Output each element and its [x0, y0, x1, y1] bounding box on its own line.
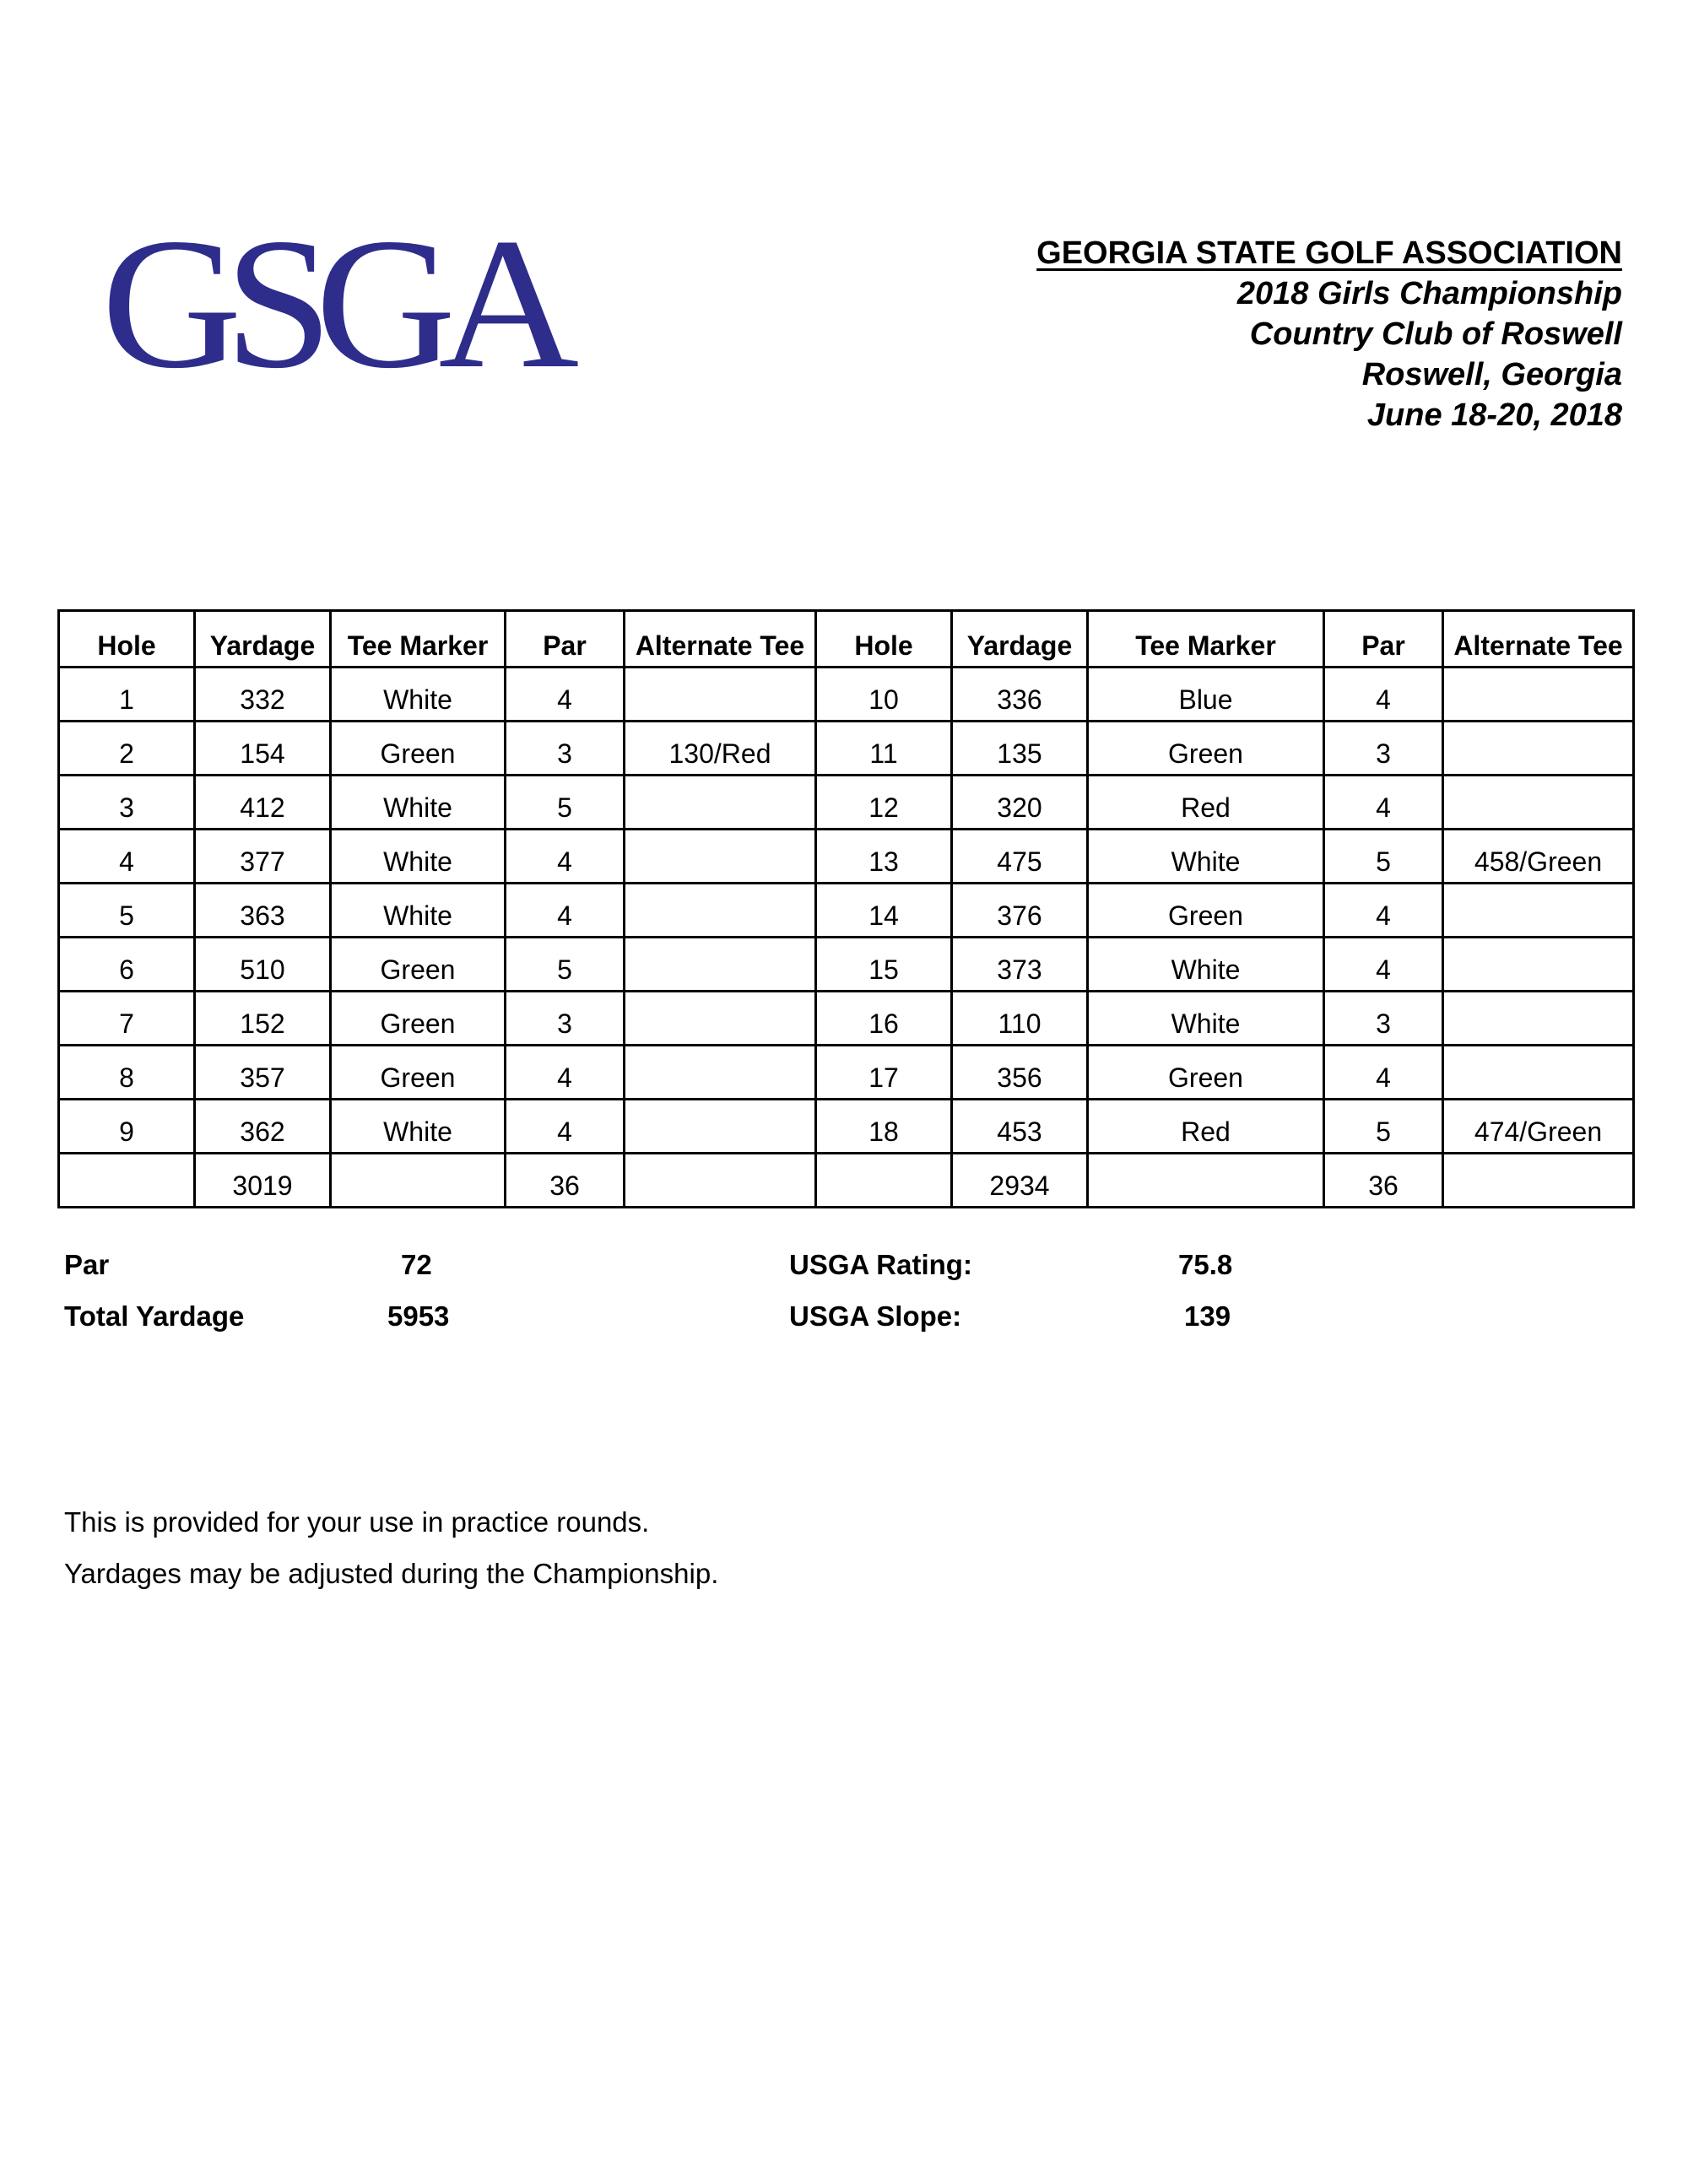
table-row	[59, 938, 1634, 992]
table-cell: 110	[952, 992, 1088, 1046]
practice-note: This is provided for your use in practice rounds.	[64, 1506, 650, 1538]
table-row	[59, 884, 1634, 938]
table-cell: 13	[816, 830, 952, 884]
table-cell: White	[331, 884, 506, 938]
table-cell: 412	[195, 776, 331, 830]
table-cell: 4	[506, 830, 625, 884]
table-cell	[625, 1046, 816, 1100]
column-header: Alternate Tee	[625, 611, 816, 668]
totals-cell	[1088, 1154, 1324, 1208]
table-cell: 320	[952, 776, 1088, 830]
usga-slope-label: USGA Slope:	[789, 1300, 962, 1332]
table-cell: 3	[506, 722, 625, 776]
table-cell: 4	[1324, 776, 1443, 830]
table-cell: White	[1088, 830, 1324, 884]
table-cell: 474/Green	[1443, 1100, 1634, 1154]
table-cell: 3	[1324, 722, 1443, 776]
table-header-row	[59, 611, 1634, 668]
usga-slope-value: 139	[1184, 1300, 1231, 1332]
table-cell	[1443, 722, 1634, 776]
table-cell: 510	[195, 938, 331, 992]
column-header: Yardage	[952, 611, 1088, 668]
totals-cell	[331, 1154, 506, 1208]
table-cell	[625, 938, 816, 992]
column-header: Tee Marker	[1088, 611, 1324, 668]
table-cell: 5	[506, 776, 625, 830]
totals-cell	[1443, 1154, 1634, 1208]
table-cell: 12	[816, 776, 952, 830]
table-cell: 17	[816, 1046, 952, 1100]
table-cell: 4	[506, 884, 625, 938]
table-cell: White	[331, 1100, 506, 1154]
table-cell: 135	[952, 722, 1088, 776]
table-cell	[1443, 992, 1634, 1046]
table-cell: 4	[506, 668, 625, 722]
column-header: Alternate Tee	[1443, 611, 1634, 668]
table-cell: 458/Green	[1443, 830, 1634, 884]
table-cell: 4	[1324, 668, 1443, 722]
table-cell: 3	[59, 776, 195, 830]
table-cell: 152	[195, 992, 331, 1046]
column-header: Tee Marker	[331, 611, 506, 668]
table-cell: 16	[816, 992, 952, 1046]
venue-name: Country Club of Roswell	[1249, 316, 1622, 352]
total-yardage-label: Total Yardage	[64, 1300, 245, 1332]
table-cell: White	[1088, 992, 1324, 1046]
table-row	[59, 668, 1634, 722]
table-cell: 9	[59, 1100, 195, 1154]
table-cell: 5	[506, 938, 625, 992]
table-cell	[625, 884, 816, 938]
table-cell	[1443, 776, 1634, 830]
totals-cell: 36	[506, 1154, 625, 1208]
table-cell	[1443, 1046, 1634, 1100]
column-header: Par	[1324, 611, 1443, 668]
table-cell: Green	[331, 992, 506, 1046]
table-row	[59, 776, 1634, 830]
table-cell	[625, 776, 816, 830]
usga-rating-label: USGA Rating:	[789, 1249, 972, 1280]
table-row	[59, 1100, 1634, 1154]
table-cell: 373	[952, 938, 1088, 992]
table-cell: Green	[331, 1046, 506, 1100]
par-label: Par	[64, 1249, 110, 1280]
totals-cell: 36	[1324, 1154, 1443, 1208]
table-cell: 336	[952, 668, 1088, 722]
table-cell: 4	[1324, 1046, 1443, 1100]
event-name: 2018 Girls Championship	[1236, 276, 1622, 311]
table-row	[59, 722, 1634, 776]
table-cell: 1	[59, 668, 195, 722]
column-header: Yardage	[195, 611, 331, 668]
table-cell: 362	[195, 1100, 331, 1154]
table-cell: 5	[1324, 830, 1443, 884]
table-cell	[625, 668, 816, 722]
table-cell: 475	[952, 830, 1088, 884]
par-value: 72	[401, 1249, 432, 1280]
table-cell: 4	[1324, 884, 1443, 938]
event-dates: June 18-20, 2018	[1366, 397, 1622, 433]
table-cell: 332	[195, 668, 331, 722]
table-cell: Red	[1088, 776, 1324, 830]
table-cell: 377	[195, 830, 331, 884]
document-header	[863, 233, 1622, 435]
total-yardage-value: 5953	[387, 1300, 450, 1332]
table-cell: 14	[816, 884, 952, 938]
table-cell: Green	[331, 722, 506, 776]
table-cell: 7	[59, 992, 195, 1046]
table-cell: White	[1088, 938, 1324, 992]
table-cell: Green	[1088, 1046, 1324, 1100]
table-cell: White	[331, 668, 506, 722]
table-cell	[625, 830, 816, 884]
table-cell: 3	[1324, 992, 1443, 1046]
yardage-note: Yardages may be adjusted during the Championship.	[64, 1558, 719, 1589]
totals-row	[59, 1154, 1634, 1208]
totals-cell	[625, 1154, 816, 1208]
table-cell: 5	[59, 884, 195, 938]
table-cell	[1443, 938, 1634, 992]
table-cell: 15	[816, 938, 952, 992]
totals-cell: 2934	[952, 1154, 1088, 1208]
table-cell	[1443, 884, 1634, 938]
column-header: Hole	[816, 611, 952, 668]
table-cell: 2	[59, 722, 195, 776]
table-cell: 453	[952, 1100, 1088, 1154]
table-cell: 154	[195, 722, 331, 776]
totals-cell: 3019	[195, 1154, 331, 1208]
table-cell	[625, 1100, 816, 1154]
column-header: Par	[506, 611, 625, 668]
table-cell: Green	[331, 938, 506, 992]
table-cell: 5	[1324, 1100, 1443, 1154]
column-header: Hole	[59, 611, 195, 668]
table-cell: Green	[1088, 884, 1324, 938]
table-cell: 10	[816, 668, 952, 722]
table-row	[59, 1046, 1634, 1100]
table-row	[59, 830, 1634, 884]
table-cell: White	[331, 830, 506, 884]
table-cell: White	[331, 776, 506, 830]
table-row	[59, 992, 1634, 1046]
event-location: Roswell, Georgia	[1361, 357, 1622, 392]
gsga-logo: GSGA	[101, 200, 562, 408]
table-cell: 130/Red	[625, 722, 816, 776]
table-cell: 363	[195, 884, 331, 938]
table-cell: Green	[1088, 722, 1324, 776]
table-cell: Blue	[1088, 668, 1324, 722]
table-cell: 357	[195, 1046, 331, 1100]
table-cell: 4	[506, 1100, 625, 1154]
table-cell	[625, 992, 816, 1046]
table-cell: 3	[506, 992, 625, 1046]
table-cell: 4	[506, 1046, 625, 1100]
table-cell: 376	[952, 884, 1088, 938]
table-cell: 4	[1324, 938, 1443, 992]
table-cell: 6	[59, 938, 195, 992]
totals-cell	[59, 1154, 195, 1208]
scorecard-table	[57, 609, 1635, 1208]
usga-rating-value: 75.8	[1178, 1249, 1233, 1280]
table-cell: 18	[816, 1100, 952, 1154]
table-cell: 11	[816, 722, 952, 776]
table-cell: 4	[59, 830, 195, 884]
organization-title: GEORGIA STATE GOLF ASSOCIATION	[1036, 235, 1622, 271]
totals-cell	[816, 1154, 952, 1208]
table-cell: 8	[59, 1046, 195, 1100]
table-cell: 356	[952, 1046, 1088, 1100]
table-cell	[1443, 668, 1634, 722]
table-cell: Red	[1088, 1100, 1324, 1154]
